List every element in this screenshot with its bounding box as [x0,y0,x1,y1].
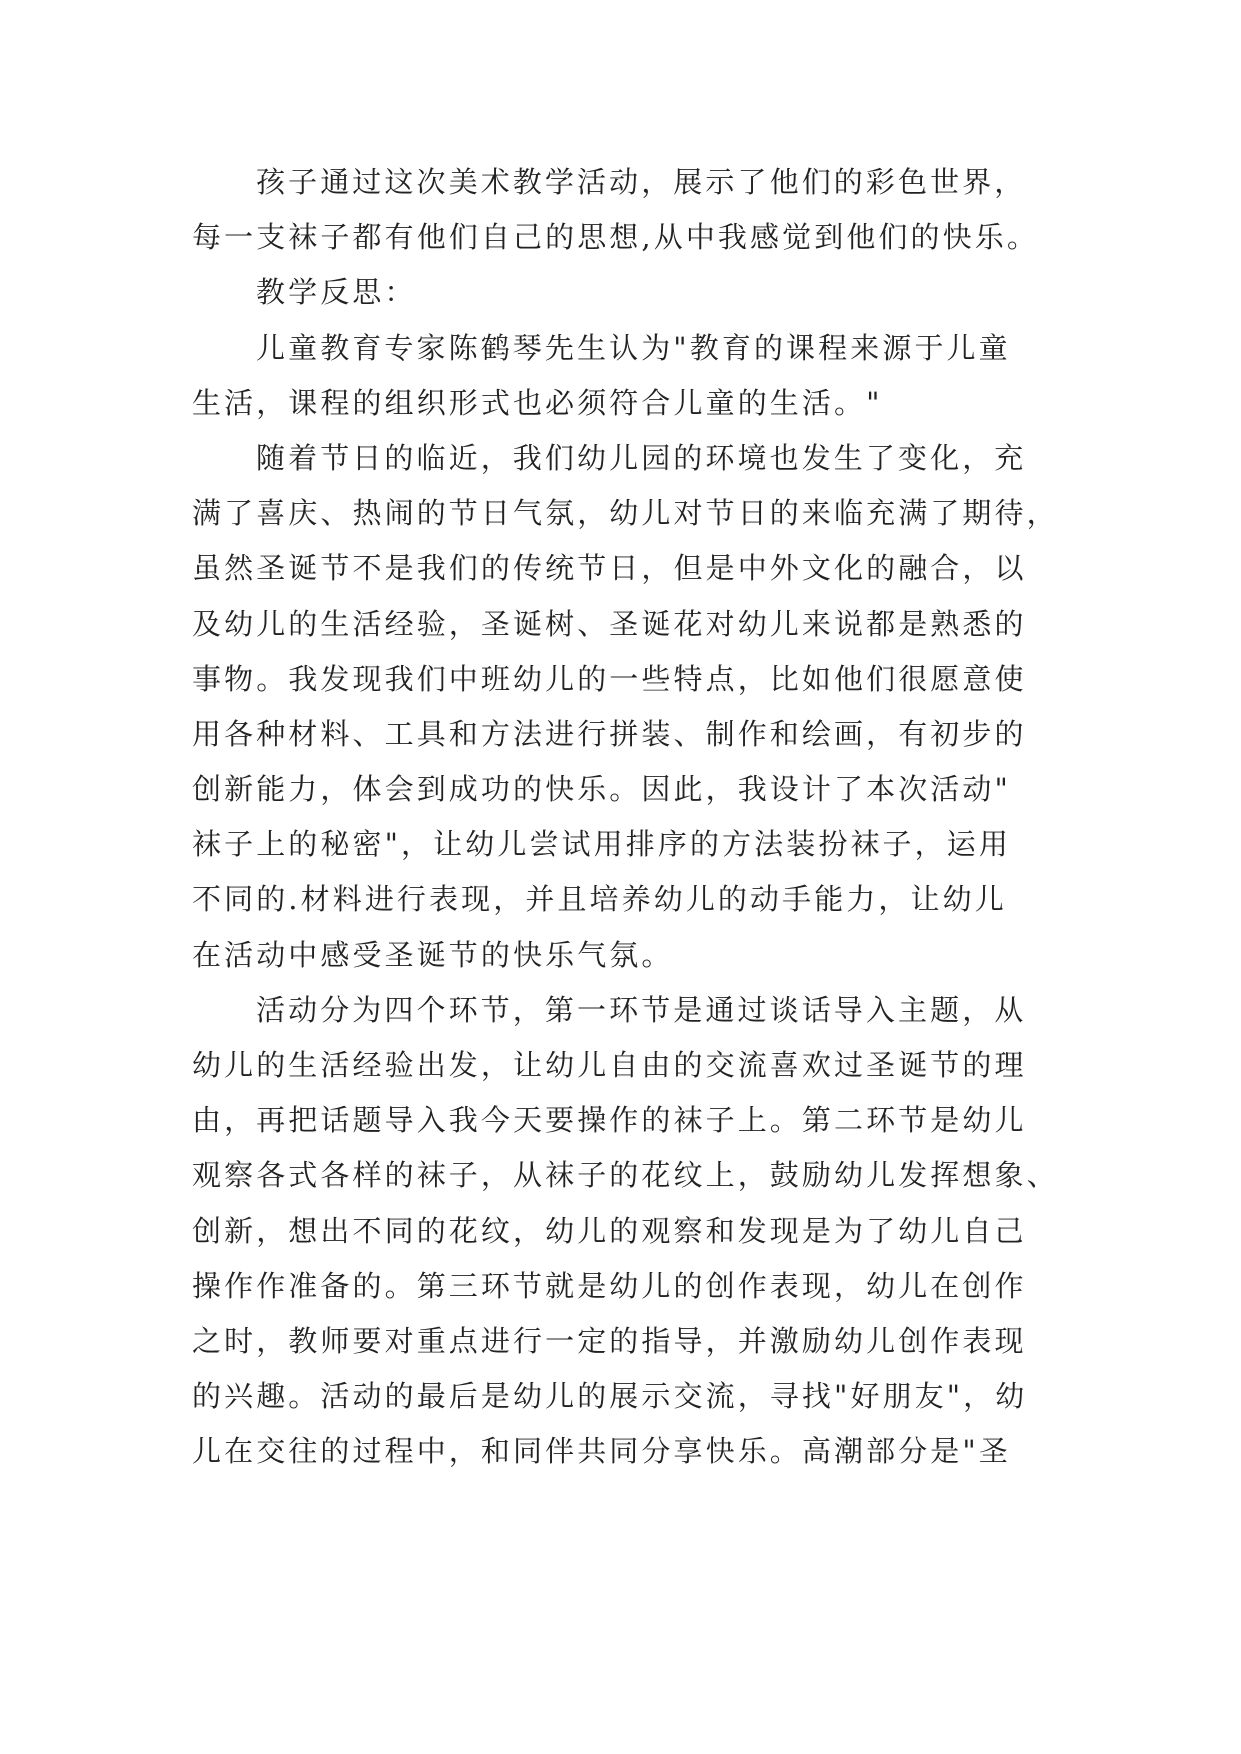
text-line: 及幼儿的生活经验，圣诞树、圣诞花对幼儿来说都是熟悉的 [192,606,1027,641]
text-line: 满了喜庆、热闹的节日气氛，幼儿对节日的来临充满了期待， [192,496,1059,531]
document-body [192,155,1092,1480]
text-line: 由，再把话题导入我今天要操作的袜子上。第二环节是幼儿 [192,1103,1027,1138]
text-line: 随着节日的临近，我们幼儿园的环境也发生了变化，充 [256,440,1027,475]
section-heading: 教学反思： [256,275,417,310]
text-line: 袜子上的秘密"，让幼儿尝试用排序的方法装扮袜子，运用 [192,827,1011,862]
text-line: 幼儿的生活经验出发，让幼儿自由的交流喜欢过圣诞节的理 [192,1048,1027,1082]
paragraph-design-rationale [192,431,1092,983]
text-line: 不同的.材料进行表现，并且培养幼儿的动手能力，让幼儿 [192,882,1007,917]
text-line: 虽然圣诞节不是我们的传统节日，但是中外文化的融合，以 [192,551,1027,586]
paragraph-activity-summary [192,155,1092,265]
text-line: 在活动中感受圣诞节的快乐气氛。 [192,937,674,972]
text-line: 孩子通过这次美术教学活动，展示了他们的彩色世界， [256,165,1027,199]
text-line: 观察各式各样的袜子，从袜子的花纹上，鼓励幼儿发挥想象、 [192,1158,1059,1193]
text-line: 每一支袜子都有他们自己的思想,从中我感觉到他们的快乐。 [192,220,1039,255]
text-line: 创新能力，体会到成功的快乐。因此，我设计了本次活动" [192,772,1011,807]
text-line: 的兴趣。活动的最后是幼儿的展示交流，寻找"好朋友"，幼 [192,1379,1028,1414]
text-line: 儿在交往的过程中，和同伴共同分享快乐。高潮部分是"圣 [192,1434,1011,1469]
text-line: 事物。我发现我们中班幼儿的一些特点，比如他们很愿意使 [192,661,1027,696]
text-line: 生活，课程的组织形式也必须符合儿童的生活。" [192,385,883,420]
text-line: 操作作准备的。第三环节就是幼儿的创作表现，幼儿在创作 [192,1268,1027,1303]
text-line: 之时，教师要对重点进行一定的指导，并激励幼儿创作表现 [192,1323,1027,1358]
paragraph-reflection-heading [192,265,1092,320]
text-line: 用各种材料、工具和方法进行拼装、制作和绘画，有初步的 [192,716,1027,751]
text-line: 儿童教育专家陈鹤琴先生认为"教育的课程来源于儿童 [256,330,1011,365]
text-line: 活动分为四个环节，第一环节是通过谈话导入主题，从 [256,992,1027,1027]
text-line: 创新，想出不同的花纹，幼儿的观察和发现是为了幼儿自己 [192,1213,1027,1248]
paragraph-expert-quote [192,321,1092,431]
paragraph-activity-stages [192,983,1092,1480]
